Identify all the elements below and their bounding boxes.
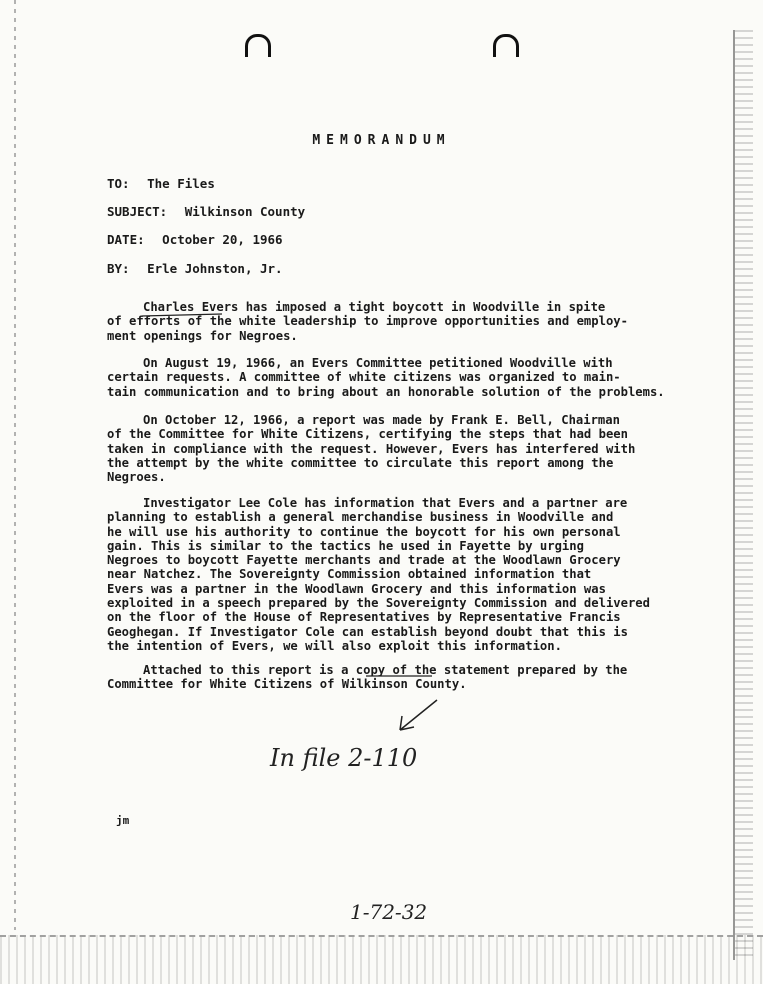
by-value: Erle Johnston, Jr.	[147, 261, 283, 276]
paragraph-line: gain. This is similar to the tactics he used in Fayette by urging	[107, 538, 584, 553]
paragraph-line: near Natchez. The Sovereignty Commission obtained information that	[107, 567, 592, 582]
paragraph-line: planning to establish a general merchandise business in Woodville and	[107, 510, 614, 525]
paragraph-line: exploited in a speech prepared by the Sovereignty Commission and delivered	[107, 596, 650, 611]
memo-title: MEMORANDUM	[312, 133, 451, 148]
paragraph-line: certain requests. A committee of white citizens was organized to main-	[107, 370, 621, 385]
paragraph-line: the intention of Evers, we will also exploit this information.	[107, 638, 562, 653]
paragraph-line: of efforts of the white leadership to improve opportunities and employ-	[107, 314, 628, 329]
paragraph-line: taken in compliance with the request. However, Evers has interfered with	[107, 441, 636, 456]
paragraph-line: Geoghegan. If Investigator Cole can establish beyond doubt that this is	[107, 624, 628, 639]
paragraph-line: the attempt by the white committee to circulate this report among the	[107, 455, 614, 470]
paragraph-line: tain communication and to bring about an honorable solution of the problems.	[107, 384, 665, 399]
paragraph-line: Investigator Lee Cole has information that Evers and a partner are	[143, 496, 628, 510]
handwritten-note: In file 2-110	[270, 744, 418, 772]
date-label: DATE:	[107, 232, 145, 247]
paragraph-line: Attached to this report is a copy of the statement prepared by the	[143, 663, 628, 677]
handwritten-file-number: 1-72-32	[350, 900, 428, 924]
subject-value: Wilkinson County	[184, 204, 306, 219]
paragraph-line: Charles Evers has imposed a tight boycott in Woodville in spite	[143, 300, 606, 314]
paragraph-line: On August 19, 1966, an Evers Committee petitioned Woodville with	[143, 356, 613, 370]
by-label: BY:	[107, 261, 130, 276]
arrow-icon	[400, 700, 437, 730]
paragraph-line: Negroes to boycott Fayette merchants and trade at the Woodlawn Grocery	[107, 553, 621, 568]
paragraph-line: Negroes.	[107, 470, 166, 485]
paragraph-line: he will use his authority to continue the boycott for his own personal	[107, 524, 621, 539]
paragraph-line: ment openings for Negroes.	[107, 328, 298, 343]
paragraph-line: Evers was a partner in the Woodlawn Grocery and this information was	[107, 581, 606, 596]
paragraph-line: of the Committee for White Citizens, certifying the steps that had been	[107, 427, 628, 442]
subject-label: SUBJECT:	[107, 204, 168, 219]
paragraph-line: On October 12, 1966, a report was made by Frank E. Bell, Chairman	[143, 413, 620, 427]
paragraph-line: on the floor of the House of Representatives by Representative Francis	[107, 610, 621, 625]
to-label: TO:	[107, 176, 130, 191]
paragraph-line: Committee for White Citizens of Wilkinson County.	[107, 677, 467, 692]
date-value: October 20, 1966	[162, 232, 283, 247]
to-value: The Files	[147, 176, 215, 191]
typist-initials: jm	[116, 814, 130, 827]
